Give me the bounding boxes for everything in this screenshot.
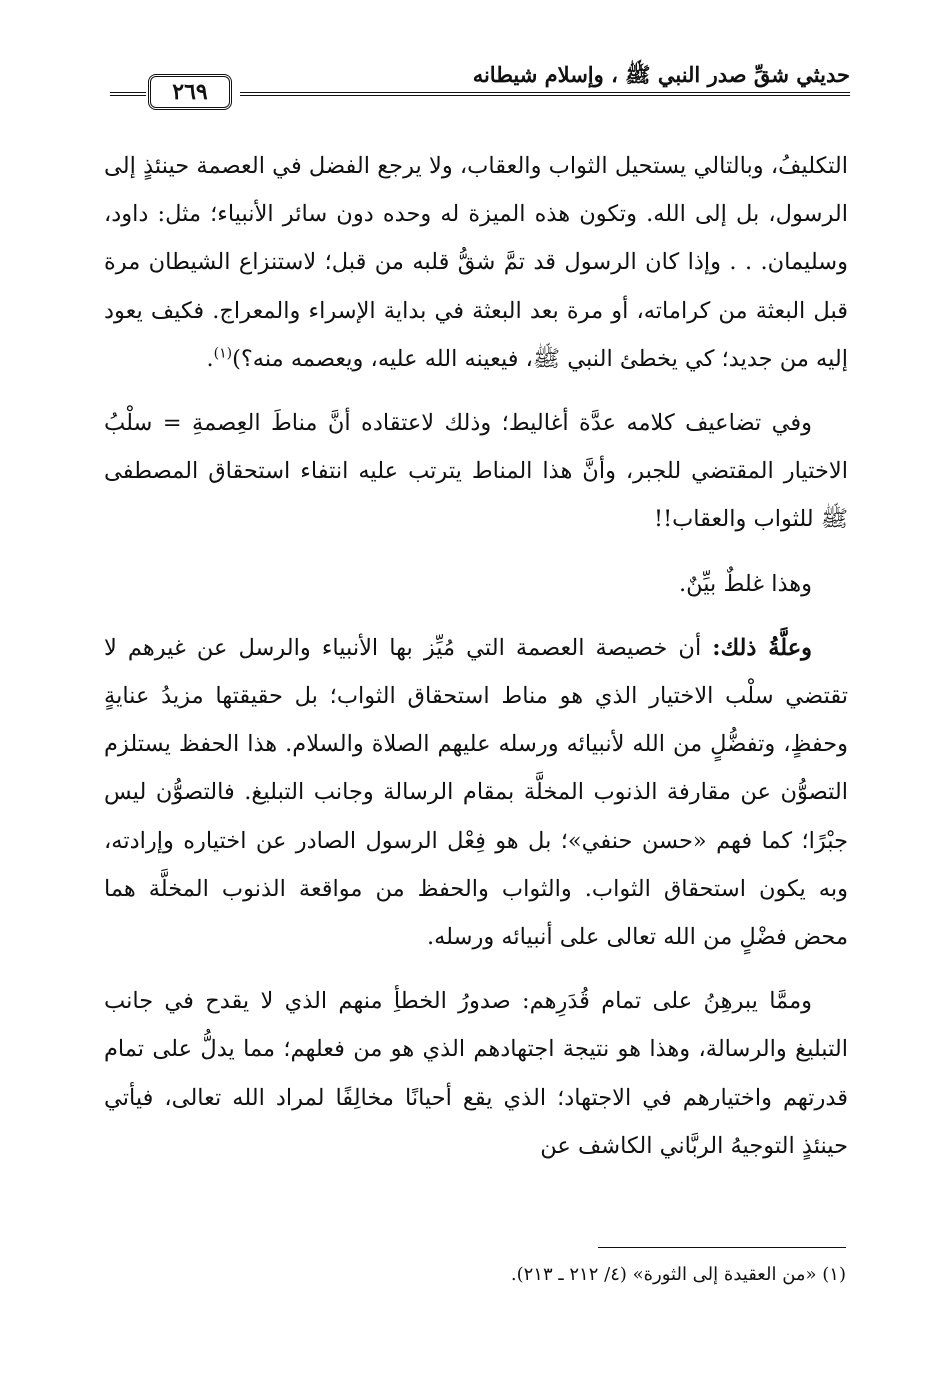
page-header xyxy=(110,60,850,120)
header-rule-right xyxy=(240,92,850,96)
paragraph-2: وفي تضاعيف كلامه عدَّة أغاليط؛ وذلك لاعتقاده أنَّ مناطَ العِصمةِ = سلْبُ الاختيار المقتضي للجبر، وأنَّ هذا المناط يترتب عليه انتفاء استحقاق المصطفى ﷺ للثواب والعقاب!! xyxy=(104,410,848,533)
paragraph-4-text: أن خصيصة العصمة التي مُيِّز بها الأنبياء والرسل عن غيرهم لا تقتضي سلْب الاختيار الذي هو مناط استحقاق الثواب؛ بل حقيقتها مزيدُ عنايةٍ وحفظٍ، وتفضُّلٍ من الله لأنبيائه ورسله عليهم الصلاة والسلام. هذا الحفظ يستلزم التصوُّن عن مقارفة الذنوب المخلَّة بمقام الرسالة وجانب التبليغ. فالتصوُّن ليس جبْرًا؛ كما فهم «حسن حنفي»؛ بل هو فِعْل الرسول الصادر عن اختياره وإرادته، وبه يكون استحقاق الثواب. والثواب والحفظ من مواقعة الذنوب المخلَّة هما محض فضْلٍ من الله تعالى على أنبيائه ورسله. xyxy=(104,634,848,951)
paragraph-1-text: التكليفُ، وبالتالي يستحيل الثواب والعقاب، ولا يرجع الفضل في العصمة حينئذٍ إلى الرسول، بل إلى الله. وتكون هذه الميزة له وحده دون سائر الأنبياء؛ مثل: داود، وسليمان. . . وإذا كان الرسول قد تمَّ شقُّ قلبه من قبل؛ لاستنزاع الشيطان مرة قبل البعثة من كراماته، أو مرة بعد البعثة في بداية الإسراء والمعراج. فكيف يعود إليه من جديد؛ كي يخطئ النبي ﷺ، فيعينه الله عليه، ويعصمه منه؟) xyxy=(104,153,848,372)
footnote: (١) «من العقيدة إلى الثورة» (٤/ ٢١٢ ـ ٢١٣). xyxy=(510,1264,846,1285)
paragraph-4-lead: وعلَّةُ ذلك: xyxy=(712,634,812,661)
paragraph-3: وهذا غلطٌ بيِّنٌ. xyxy=(678,570,812,597)
paragraph-1 xyxy=(104,142,848,383)
paragraph-5: وممَّا يبرهِنُ على تمام قُدَرِهم: صدورُ الخطأِ منهم الذي لا يقدح في جانب التبليغ والرسالة، وهذا هو نتيجة اجتهادهم الذي هو من فعلهم؛ مما يدلُّ على تمام قدرتهم واختيارهم في الاجتهاد؛ الذي يقع أحيانًا مخالِفًا لمراد الله تعالى، فيأتي حينئذٍ التوجيهُ الربَّاني الكاشف عن xyxy=(104,988,848,1159)
footnote-marker: (١) xyxy=(213,345,233,362)
running-title: حديثي شقِّ صدر النبي ﷺ ، وإسلام شيطانه xyxy=(472,62,850,87)
footnote-divider xyxy=(598,1247,846,1248)
header-rule-left xyxy=(110,92,146,96)
paragraph-4 xyxy=(104,624,848,961)
paragraph-1-end: . xyxy=(206,345,214,372)
page-number: ٢٦٩ xyxy=(148,74,232,110)
body-text xyxy=(104,142,848,1186)
